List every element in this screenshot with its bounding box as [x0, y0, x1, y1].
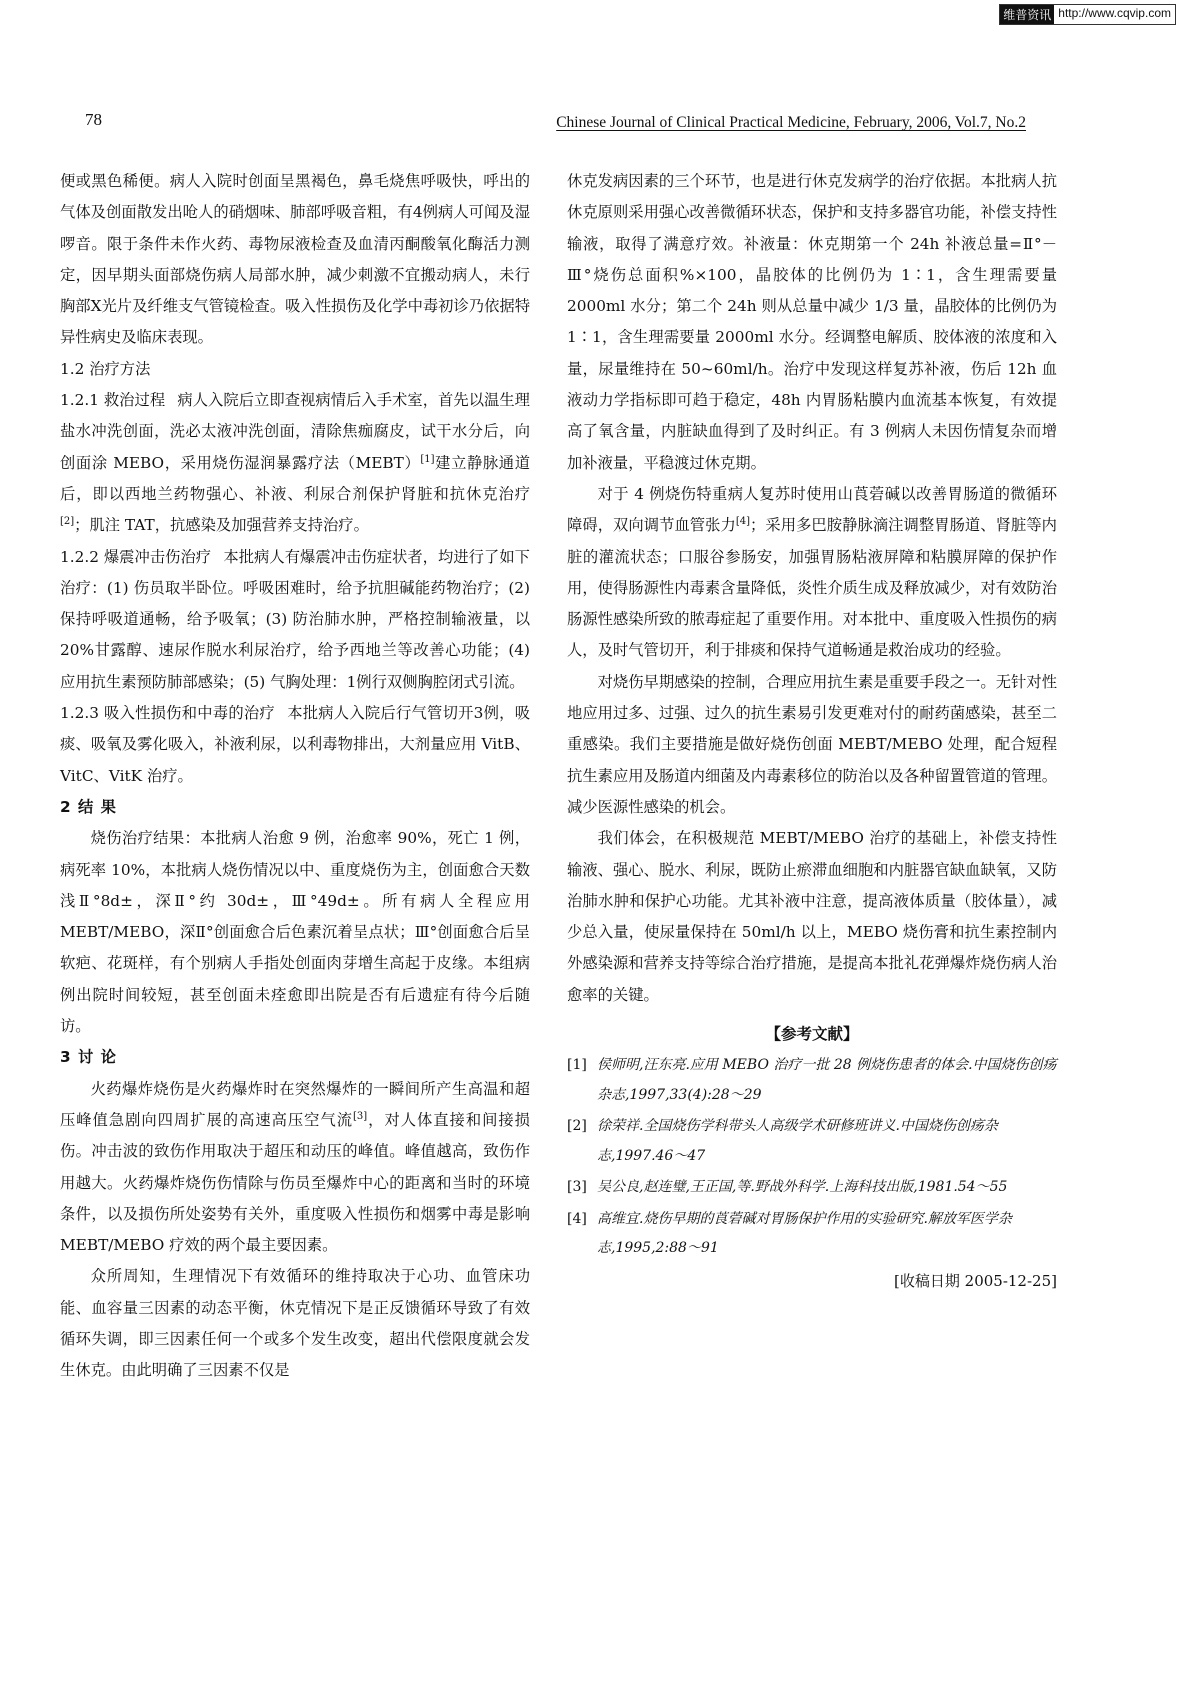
reference-text: 徐荣祥.全国烧伤学科带头人高级学术研修班讲义.中国烧伤创疡杂志,1997.46～47 — [597, 1118, 998, 1164]
paragraph: 我们体会，在积极规范 MEBT/MEBO 治疗的基础上，补偿支持性输液、强心、脱水、利尿，既防止瘀滞血细胞和内脏器官缺血缺氧，又防治肺水肿和保护心功能。尤其补液中注意，提高液体质量（胶体量），减少总入量，使尿量保持在 50ml/h 以上，MEBO 烧伤膏和抗生素控制内外感染源和营养支持等综合治疗措施，是提高本批礼花弹爆炸烧伤病人治愈率的关键。 — [567, 829, 1057, 1004]
watermark — [999, 4, 1176, 25]
section-1-2-1-title: 1.2.1 救治过程 — [60, 391, 166, 410]
reference-number: [1] — [567, 1057, 587, 1074]
paragraph-text: 火药爆炸烧伤是火药爆炸时在突然爆炸的一瞬间所产生高温和超压峰值急剧向四周扩展的高速高压空气流 — [60, 1079, 530, 1129]
reference-number: [4] — [567, 1210, 587, 1227]
reference-number: [2] — [567, 1118, 587, 1135]
paragraph: 烧伤治疗结果：本批病人治愈 9 例，治愈率 90%，死亡 1 例，病死率 10%，本批病人烧伤情况以中、重度烧伤为主，创面愈合天数浅Ⅱ°8d±，深Ⅱ°约 30d±，Ⅲ°49d±。所有病人全程应用 MEBT/MEBO，深Ⅱ°创面愈合后色素沉着呈点状；Ⅲ°创面愈合后呈软疤、花斑样，有个别病人手指处创面肉芽增生高起于皮缘。本组病例出院时间较短，甚至创面未痊愈即出院是否有后遗症有待今后随访。 — [60, 829, 530, 1036]
reference-text: 吴公良,赵连璧,王正国,等.野战外科学.上海科技出版,1981.54～55 — [597, 1179, 1008, 1196]
references-list — [567, 1051, 1057, 1264]
page-number: 78 — [85, 110, 102, 129]
section-1-2-2-title: 1.2.2 爆震冲击伤治疗 — [60, 547, 212, 566]
citation: [1] — [420, 453, 435, 465]
citation: [4] — [735, 516, 751, 528]
citation: [3] — [353, 1110, 368, 1122]
section-1-2-2 — [60, 542, 530, 698]
section-1-2-title: 1.2 治疗方法 — [60, 359, 151, 378]
watermark-brand: 维普资讯 — [1000, 5, 1054, 24]
watermark-url[interactable]: http://www.cqvip.com — [1058, 6, 1171, 20]
paragraph-text: ；肌注 TAT，抗感染及加强营养支持治疗。 — [74, 516, 369, 535]
paragraph-text: 病人入院后立即查视病情后入手术室，首先以温生理盐水冲洗创面，洗必太液冲洗创面，清除焦痂腐皮，试干水分后，向创面涂 MEBO，采用烧伤湿润暴露疗法（MEBT） — [60, 391, 530, 472]
paragraph — [60, 1074, 530, 1262]
reference-text: 侯师明,汪东亮.应用 MEBO 治疗一批 28 例烧伤患者的体会.中国烧伤创疡杂志,1997,33(4):28～29 — [597, 1057, 1057, 1103]
paragraph: 众所周知，生理情况下有效循环的维持取决于心功、血管床功能、血容量三因素的动态平衡，休克情况下是正反馈循环导致了有效循环失调，即三因素任何一个或多个发生改变，超出代偿限度就会发生休克。由此明确了三因素不仅是 — [60, 1267, 530, 1380]
left-column — [60, 166, 530, 1387]
references-heading: 【参考文献】 — [765, 1025, 859, 1044]
paragraph-text: 本批病人有爆震冲击伤症状者，均进行了如下治疗：(1) 伤员取半卧位。呼吸困难时，给予抗胆碱能药物治疗；(2) 保持呼吸道通畅，给予吸氧；(3) 防治肺水肿，严格控制输液量，以 20%甘露醇、速尿作脱水利尿治疗，给予西地兰等改善心功能；(4) 应用抗生素预防肺部感染；(5) 气胸处理：1例行双侧胸腔闭式引流。 — [60, 547, 530, 691]
section-1-2-3-title: 1.2.3 吸入性损伤和中毒的治疗 — [60, 704, 275, 723]
section-1-2-1 — [60, 385, 530, 541]
reference-item — [567, 1205, 1057, 1264]
reference-item — [567, 1051, 1057, 1110]
right-column — [567, 166, 1057, 1296]
section-2-title: 2 结 果 — [60, 797, 117, 816]
paragraph: 对烧伤早期感染的控制，合理应用抗生素是重要手段之一。无针对性地应用过多、过强、过久的抗生素易引发更难对付的耐药菌感染，甚至二重感染。我们主要措施是做好烧伤创面 MEBT/MEBO 处理，配合短程抗生素应用及肠道内细菌及内毒素移位的防治以及各种留置管道的管理。减少医源性感染的机会。 — [567, 672, 1057, 816]
paragraph: 便或黑色稀便。病人入院时创面呈黑褐色，鼻毛烧焦呼吸快，呼出的气体及创面散发出呛人的硝烟味、肺部呼吸音粗，有4例病人可闻及湿啰音。限于条件未作火药、毒物尿液检查及血清丙酮酸氧化酶活力测定，因早期头面部烧伤病人局部水肿，减少刺激不宜搬动病人，未行胸部X光片及纤维支气管镜检查。吸入性损伤及化学中毒初诊乃依据特异性病史及临床表现。 — [60, 172, 530, 347]
citation: [2] — [60, 516, 75, 528]
reference-item — [567, 1112, 1057, 1171]
paragraph-text: 建立静脉通道后，即以西地兰药物强心、补液、利尿合剂保护肾脏和抗休克治疗 — [60, 453, 530, 503]
received-date: [收稿日期 2005-12-25] — [894, 1271, 1057, 1290]
running-head: Chinese Journal of Clinical Practical Medicine, February, 2006, Vol.7, No.2 — [556, 114, 1026, 131]
reference-text: 高维宜.烧伤早期的莨菪碱对胃肠保护作用的实验研究.解放军医学杂志,1995,2:88～91 — [597, 1210, 1012, 1257]
reference-number: [3] — [567, 1179, 587, 1196]
section-3-title: 3 讨 论 — [60, 1048, 117, 1067]
paragraph-text: ；采用多巴胺静脉滴注调整胃肠道、肾脏等内脏的灌流状态；口服谷参肠安，加强胃肠粘液屏障和粘膜屏障的保护作用，使得肠源性内毒素含量降低，炎性介质生成及释放减少，对有效防治肠源性感染所致的脓毒症起了重要作用。对本批中、重度吸入性损伤的病人，及时气管切开，利于排痰和保持气道畅通是救治成功的经验。 — [567, 516, 1057, 660]
reference-item — [567, 1173, 1057, 1203]
paragraph-text: ，对人体直接和间接损伤。冲击波的致伤作用取决于超压和动压的峰值。峰值越高，致伤作用越大。火药爆炸烧伤伤情除与伤员至爆炸中心的距离和当时的环境条件，以及损伤所处姿势有关外，重度吸入性损伤和烟雾中毒是影响 MEBT/MEBO 疗效的两个最主要因素。 — [60, 1110, 530, 1255]
paragraph-text: 对于 4 例烧伤特重病人复苏时使用山莨菪碱以改善胃肠道的微循环障碍，双向调节血管张力 — [567, 484, 1057, 535]
paragraph — [567, 479, 1057, 667]
paragraph-text: 本批病人入院后行气管切开3例，吸痰、吸氧及雾化吸入，补液利尿，以利毒物排出，大剂量应用 VitB、VitC、VitK 治疗。 — [60, 704, 530, 785]
section-1-2-3 — [60, 698, 530, 792]
paragraph: 休克发病因素的三个环节，也是进行休克发病学的治疗依据。本批病人抗休克原则采用强心改善微循环状态，保护和支持多器官功能，补偿支持性输液，取得了满意疗效。补液量：休克期第一个 24h 补液总量=Ⅱ°－Ⅲ°烧伤总面积%×100，晶胶体的比例仍为 1∶1，含生理需要量 2000ml 水分；第二个 24h 则从总量中减少 1/3 量，晶胶体的比例仍为 1∶1，含生理需要量 2000ml 水分。经调整电解质、胶体液的浓度和入量，尿量维持在 50~60ml/h。治疗中发现这样复苏补液，伤后 12h 血液动力学指标即可趋于稳定，48h 内胃肠粘膜内血流基本恢复，有效提高了氧含量，内脏缺血得到了及时纠正。有 3 例病人未因伤情复杂而增加补液量，平稳渡过休克期。 — [567, 172, 1057, 472]
